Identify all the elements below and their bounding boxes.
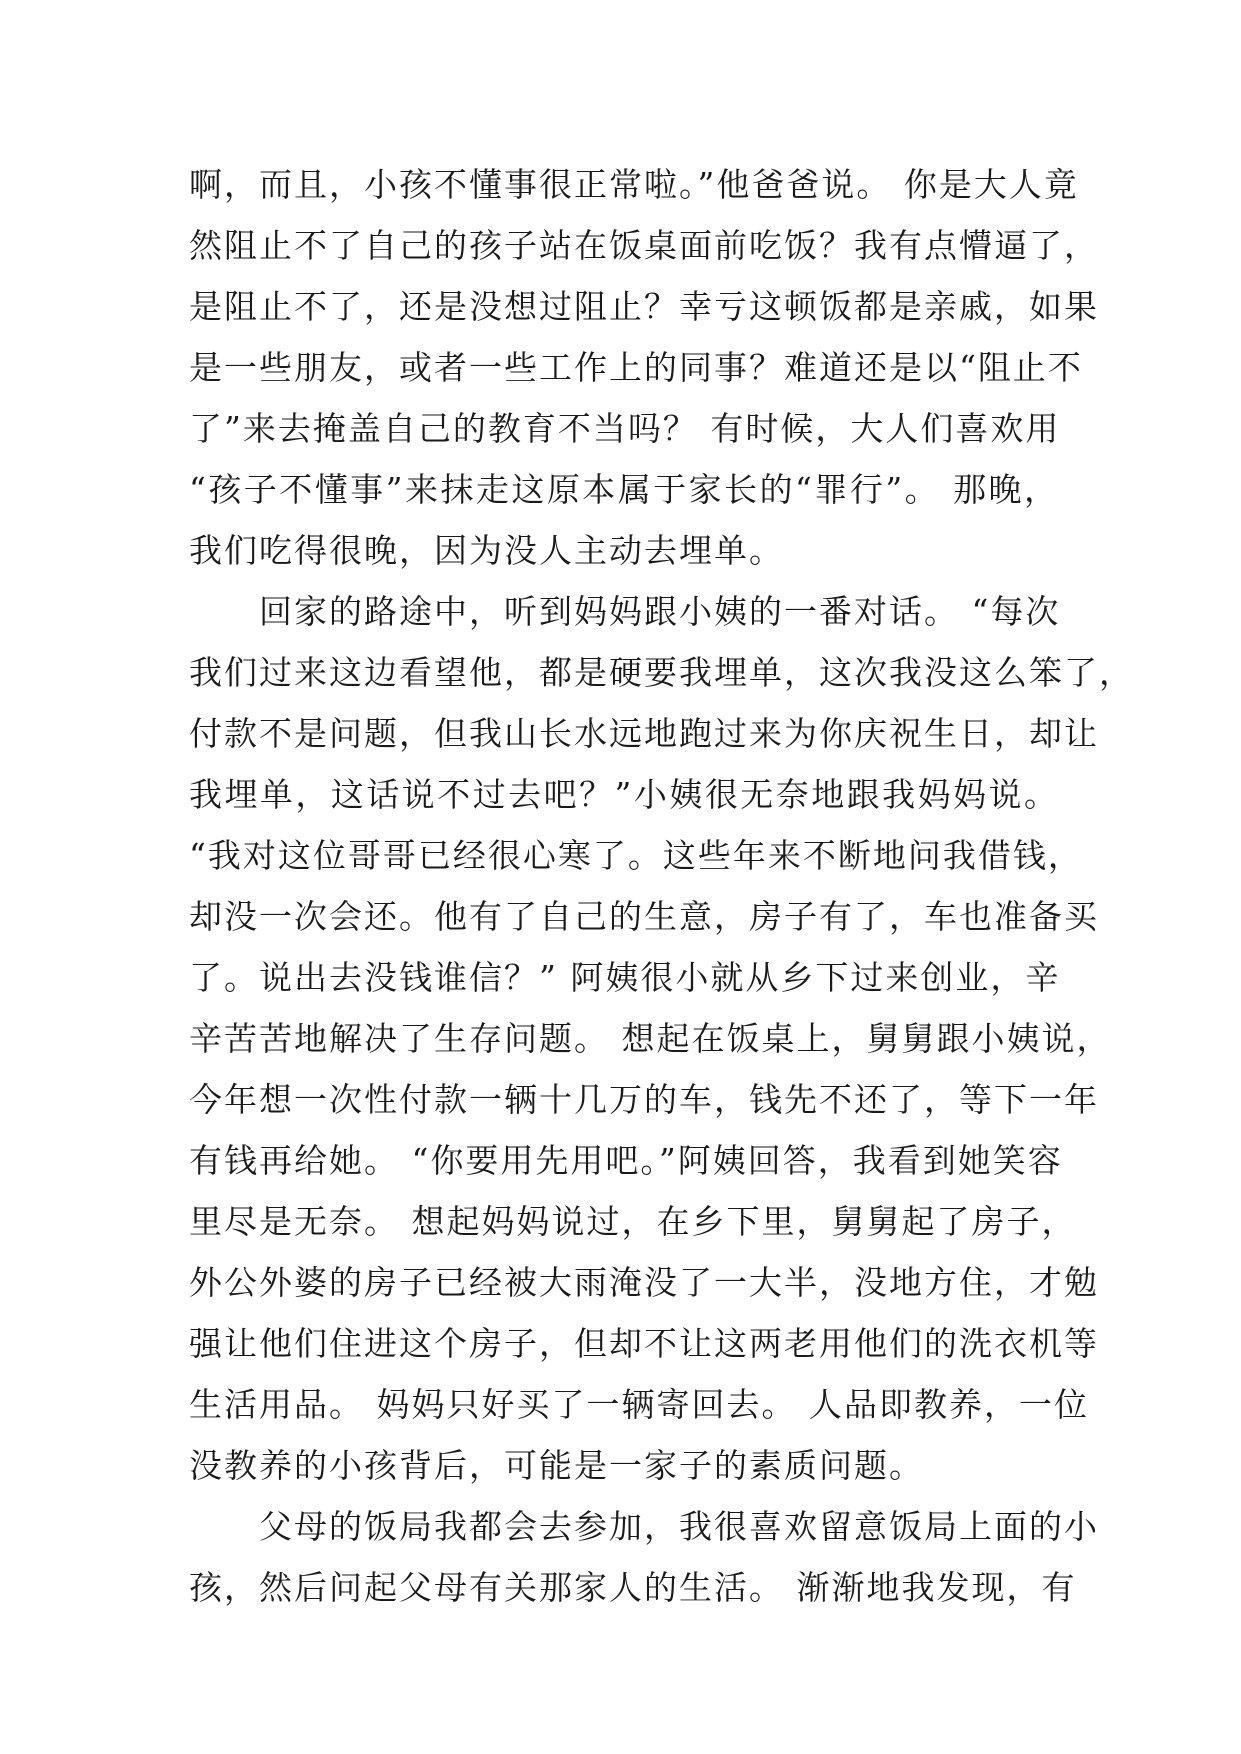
text-line: 辛苦苦地解决了生存问题。 想起在饭桌上，舅舅跟小姨说，: [189, 1019, 1112, 1058]
text-line: 我们过来这边看望他，都是硬要我埋单，这次我没这么笨了，: [189, 653, 1134, 692]
text-line: 里尽是无奈。 想起妈妈说过，在乡下里，舅舅起了房子，: [189, 1202, 1077, 1241]
paragraph-3: [189, 1496, 1099, 1618]
text-line: 回家的路途中，听到妈妈跟小姨的一番对话。 “每次: [259, 592, 1061, 631]
text-line: 生活用品。 妈妈只好买了一辆寄回去。 人品即教养，一位: [189, 1385, 1089, 1424]
text-line: 然阻止不了自己的孩子站在饭桌面前吃饭？我有点懵逼了，: [189, 226, 1099, 265]
text-line: 我们吃得很晚，因为没人主动去埋单。: [189, 531, 784, 570]
text-line: 孩，然后问起父母有关那家人的生活。 渐渐地我发现，有: [189, 1568, 1077, 1607]
text-line: 了。说出去没钱谁信？” 阿姨很小就从乡下过来创业，辛: [189, 958, 1061, 997]
text-line: 有钱再给她。 “你要用先用吧。”阿姨回答，我看到她笑容: [189, 1141, 1063, 1180]
text-line: 付款不是问题，但我山长水远地跑过来为你庆祝生日，却让: [189, 714, 1099, 753]
text-line: 我埋单，这话说不过去吧？”小姨很无奈地跟我妈妈说。: [189, 775, 1059, 814]
text-line: 却没一次会还。他有了自己的生意，房子有了，车也准备买: [189, 897, 1099, 936]
paragraph-1: [189, 154, 1099, 581]
text-line: “孩子不懂事”来抹走这原本属于家长的“罪行”。 那晚，: [189, 470, 1059, 509]
body-text: [189, 154, 1134, 1618]
text-line: 是一些朋友，或者一些工作上的同事？难道还是以“阻止不: [189, 348, 1083, 387]
text-line: “我对这位哥哥已经很心寒了。这些年来不断地问我借钱，: [189, 836, 1083, 875]
text-line: 父母的饭局我都会去参加，我很喜欢留意饭局上面的小: [259, 1507, 1099, 1546]
text-line: 今年想一次性付款一辆十几万的车，钱先不还了，等下一年: [189, 1080, 1099, 1119]
text-line: 外公外婆的房子已经被大雨淹没了一大半，没地方住，才勉: [189, 1263, 1099, 1302]
text-line: 没教养的小孩背后，可能是一家子的素质问题。: [189, 1446, 924, 1485]
text-line: 了”来去掩盖自己的教育不当吗？ 有时候，大人们喜欢用: [189, 409, 1061, 448]
text-line: 啊，而且，小孩不懂事很正常啦。”他爸爸说。 你是大人竟: [189, 165, 1079, 204]
text-line: 强让他们住进这个房子，但却不让这两老用他们的洗衣机等: [189, 1324, 1099, 1363]
text-line: 是阻止不了，还是没想过阻止？幸亏这顿饭都是亲戚，如果: [189, 287, 1099, 326]
paragraph-2: [189, 581, 1134, 1496]
